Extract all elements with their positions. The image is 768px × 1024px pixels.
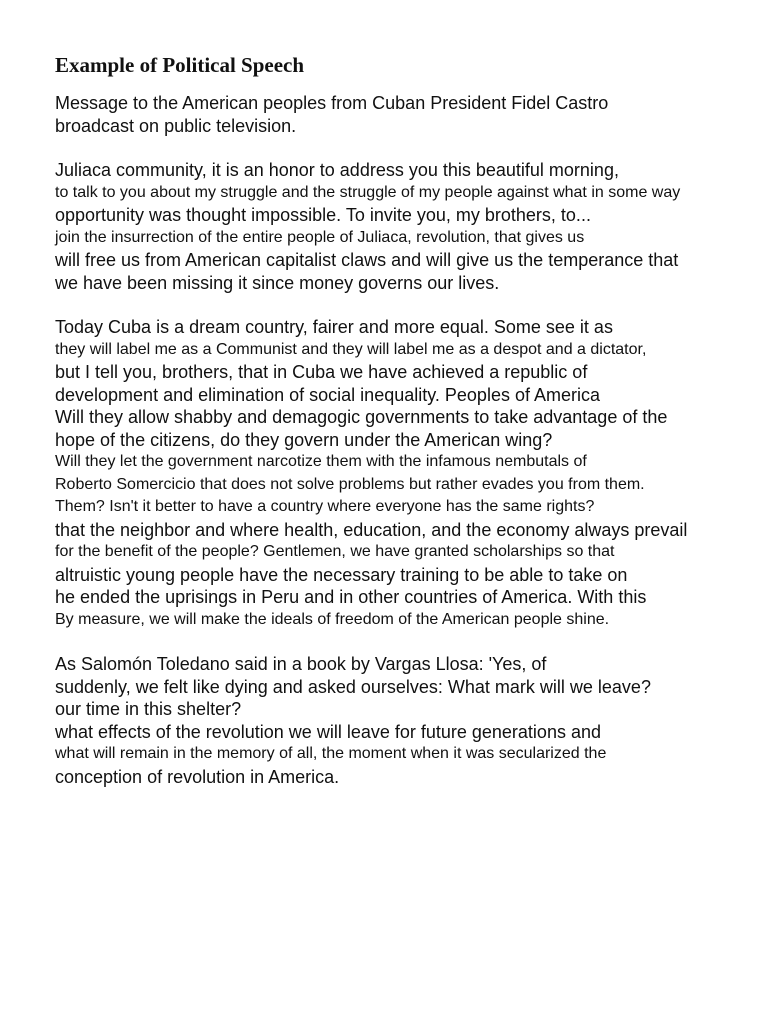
paragraph-invitation — [55, 159, 755, 294]
document-page — [55, 52, 755, 810]
text-line: As Salomón Toledano said in a book by Vargas Llosa: 'Yes, of — [55, 654, 547, 674]
text-line: Will they allow shabby and demagogic governments to take advantage of the — [55, 407, 668, 427]
text-line: opportunity was thought impossible. To invite you, my brothers, to... — [55, 205, 591, 225]
text-line: but I tell you, brothers, that in Cuba we have achieved a republic of — [55, 362, 588, 382]
text-line: will free us from American capitalist claws and will give us the temperance that — [55, 250, 679, 270]
text-line: that the neighbor and where health, education, and the economy always prevail — [55, 519, 688, 540]
text-line: they will label me as a Communist and they will label me as a despot and a dictator, — [55, 340, 647, 358]
paragraph-intro — [55, 92, 755, 137]
text-line: By measure, we will make the ideals of freedom of the American people shine. — [55, 610, 610, 628]
text-line: conception of revolution in America. — [55, 766, 340, 787]
text-line: altruistic young people have the necessary training to be able to take on — [55, 564, 628, 585]
text-line: Will they let the government narcotize them with the infamous nembutals of — [55, 453, 587, 470]
text-line: to talk to you about my struggle and the struggle of my people against what in some way — [55, 183, 681, 201]
text-line: Them? Isn't it better to have a country where everyone has the same rights? — [55, 498, 595, 515]
paragraph-cuba — [55, 316, 755, 631]
text-line: join the insurrection of the entire people of Juliaca, revolution, that gives us — [55, 228, 585, 246]
text-line: suddenly, we felt like dying and asked ourselves: What mark will we leave? — [55, 676, 651, 697]
text-line: our time in this shelter? — [55, 699, 242, 719]
text-line: Roberto Somercicio that does not solve problems but rather evades you from them. — [55, 475, 645, 493]
text-line: hope of the citizens, do they govern under the American wing? — [55, 429, 553, 450]
text-line: Today Cuba is a dream country, fairer and more equal. Some see it as — [55, 317, 613, 337]
text-line: broadcast on public television. — [55, 115, 297, 136]
text-line: what will remain in the memory of all, the moment when it was secularized the — [55, 745, 607, 762]
text-line: for the benefit of the people? Gentlemen, we have granted scholarships so that — [55, 543, 615, 560]
text-line: we have been missing it since money governs our lives. — [55, 272, 500, 293]
document-title: Example of Political Speech — [55, 53, 305, 77]
text-line: Juliaca community, it is an honor to address you this beautiful morning, — [55, 160, 619, 180]
text-line: Message to the American peoples from Cuban President Fidel Castro — [55, 93, 609, 113]
text-line: what effects of the revolution we will leave for future generations and — [55, 721, 601, 742]
paragraph-quote — [55, 653, 755, 788]
text-line: he ended the uprisings in Peru and in other countries of America. With this — [55, 587, 647, 607]
text-line: development and elimination of social inequality. Peoples of America — [55, 384, 600, 405]
